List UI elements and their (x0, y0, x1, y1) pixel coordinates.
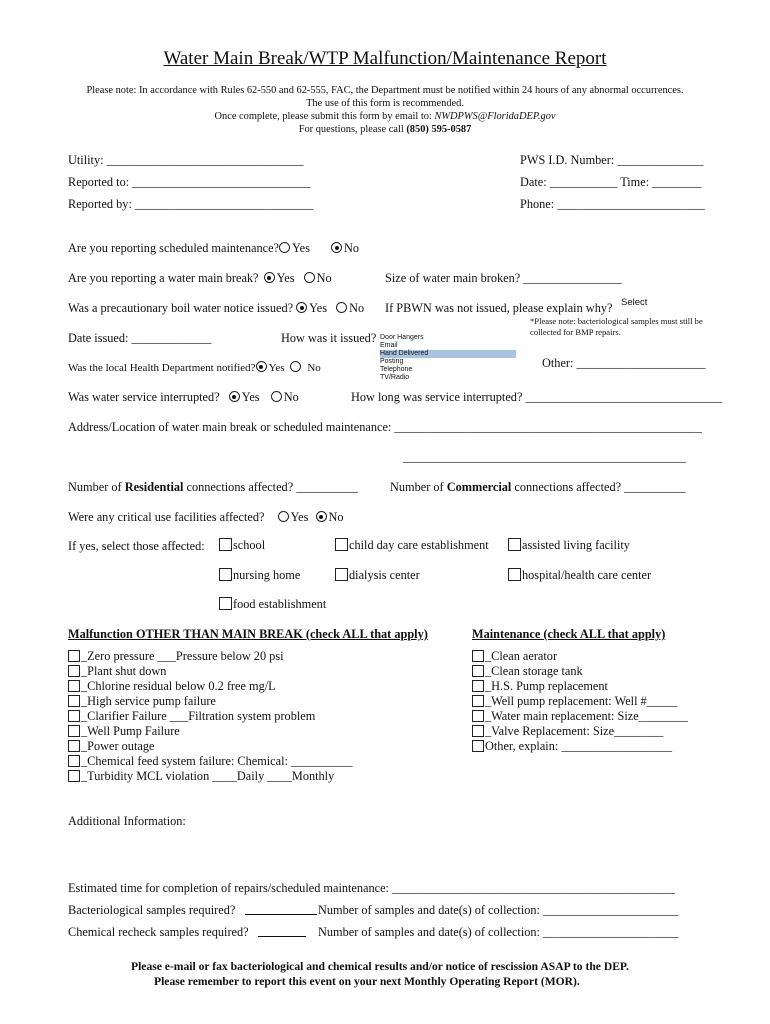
date-time-field[interactable]: Date: ___________ Time: ________ (520, 175, 702, 189)
maintenance-item[interactable]: _Clean storage tank (472, 664, 688, 679)
food-establishment-label: food establishment (233, 597, 327, 611)
hospital-checkbox[interactable] (508, 568, 521, 581)
child-day-care-checkbox[interactable] (335, 538, 348, 551)
how-issued-label: How was it issued? (281, 331, 377, 345)
notice-phone-prefix: For questions, please call (298, 124, 407, 135)
child-day-care-option[interactable] (335, 538, 489, 553)
maintenance-label: Well pump replacement: Well #_____ (491, 694, 678, 708)
maintenance-item[interactable] (472, 739, 688, 754)
malfunction-checkbox[interactable] (68, 665, 80, 677)
malfunction-label: Clarifier Failure ___Filtration system problem (87, 709, 316, 723)
issue-method-option[interactable]: Posting (380, 358, 404, 365)
malfunction-checkbox[interactable] (68, 755, 80, 767)
question-label: Was water service interrupted? (68, 390, 220, 404)
maintenance-label: Clean storage tank (491, 664, 583, 678)
reported-to-field[interactable]: Reported to: _____________________________ (68, 175, 311, 189)
service-yes-radio[interactable] (229, 391, 240, 402)
question-label: Was the local Health Department notified? (68, 362, 256, 374)
assisted-living-option[interactable] (508, 538, 630, 553)
pws-id-field[interactable]: PWS I.D. Number: ______________ (520, 153, 704, 167)
malfunction-heading: Malfunction OTHER THAN MAIN BREAK (check ALL that apply) (68, 627, 428, 641)
footer-line-1: Please e-mail or fax bacteriological and chemical results and/or notice of rescission ASAP to the DEP. (131, 960, 629, 973)
critical-yes-radio[interactable] (278, 511, 289, 522)
critical-facilities-question (68, 510, 344, 525)
bact-required-label: Bacteriological samples required? (68, 903, 236, 917)
malfunction-checkbox[interactable] (68, 710, 80, 722)
dialysis-checkbox[interactable] (335, 568, 348, 581)
critical-no-radio[interactable] (316, 511, 327, 522)
malfunction-label: Chlorine residual below 0.2 free mg/L (87, 679, 276, 693)
maintenance-checkbox[interactable] (472, 710, 484, 722)
maintenance-checkbox[interactable] (472, 650, 484, 662)
malfunction-item[interactable]: _Chemical feed system failure: Chemical: __________ (68, 754, 353, 769)
dialysis-option[interactable] (335, 568, 420, 583)
issue-method-option[interactable]: Door Hangers (380, 334, 424, 341)
boil-notice-question (68, 301, 364, 316)
malfunction-label: Power outage (87, 739, 155, 753)
main-break-yes-radio[interactable] (264, 272, 275, 283)
main-break-question (68, 271, 332, 286)
food-establishment-option[interactable] (219, 597, 326, 612)
nursing-home-checkbox[interactable] (219, 568, 232, 581)
malfunction-checkbox[interactable] (68, 695, 80, 707)
boil-notice-no-radio[interactable] (336, 302, 347, 313)
bact-required-field[interactable] (245, 903, 317, 915)
estimated-time-field[interactable]: Estimated time for completion of repairs/scheduled maintenance: ______________________________________________ (68, 881, 675, 895)
maintenance-label: H.S. Pump replacement (491, 679, 608, 693)
malfunction-item[interactable]: _Power outage (68, 739, 353, 754)
issue-method-option[interactable]: Email (380, 342, 398, 349)
malfunction-checkbox[interactable] (68, 680, 80, 692)
issue-method-listbox[interactable] (380, 334, 516, 382)
child-day-care-label: child day care establishment (349, 538, 489, 552)
option-no-label: No (283, 390, 299, 404)
option-yes-label: Yes (290, 510, 309, 524)
issue-method-option-selected[interactable]: Hand Delivered (380, 350, 516, 358)
malfunction-label: High service pump failure (87, 694, 216, 708)
nursing-home-label: nursing home (233, 568, 301, 582)
option-yes-label: Yes (309, 301, 328, 315)
maintenance-item[interactable]: _Valve Replacement: Size________ (472, 724, 688, 739)
notice-line-2: The use of this form is recommended. (306, 98, 464, 109)
chem-samples-field[interactable]: Number of samples and date(s) of collection: ______________________ (318, 925, 679, 939)
health-dept-yes-radio[interactable] (256, 361, 267, 372)
if-yes-label: If yes, select those affected: (68, 539, 205, 553)
maintenance-heading: Maintenance (check ALL that apply) (472, 627, 666, 641)
maintenance-item[interactable]: _Clean aerator (472, 649, 688, 664)
main-size-field[interactable]: Size of water main broken? ________________ (385, 271, 622, 285)
date-issued-field[interactable]: Date issued: _____________ (68, 331, 212, 345)
maintenance-item[interactable]: _Water main replacement: Size________ (472, 709, 688, 724)
assisted-living-label: assisted living facility (522, 538, 630, 552)
nursing-home-option[interactable] (219, 568, 300, 583)
malfunction-label: Turbidity MCL violation ____Daily ____Monthly (87, 769, 335, 783)
additional-info-label: Additional Information: (68, 814, 186, 828)
maintenance-checkbox[interactable] (472, 740, 484, 752)
commercial-prefix: Number of (390, 480, 447, 494)
notice-phone: (850) 595-0587 (406, 124, 472, 135)
pbwn-explain-label: If PBWN was not issued, please explain why? (385, 301, 613, 315)
malfunction-label: Chemical feed system failure: Chemical: __________ (87, 754, 353, 768)
maintenance-label: Valve Replacement: Size________ (491, 724, 664, 738)
chem-required-field[interactable] (258, 925, 306, 937)
phone-field[interactable]: Phone: ________________________ (520, 197, 705, 211)
utility-field[interactable]: Utility: ________________________________ (68, 153, 304, 167)
food-establishment-checkbox[interactable] (219, 597, 232, 610)
form-title: Water Main Break/WTP Malfunction/Maintenance Report (163, 48, 607, 69)
issue-method-option[interactable]: TV/Radio (380, 374, 410, 381)
residential-connections-field[interactable] (68, 480, 358, 495)
school-option[interactable] (219, 538, 265, 553)
maintenance-item[interactable]: _Well pump replacement: Well #_____ (472, 694, 688, 709)
dialysis-label: dialysis center (349, 568, 420, 582)
bmp-note-line-2: collected for BMP repairs. (530, 327, 621, 337)
notice-line-3 (0, 110, 770, 124)
question-label: Were any critical use facilities affected? (68, 510, 265, 524)
residential-prefix: Number of (68, 480, 125, 494)
maintenance-checkbox[interactable] (472, 680, 484, 692)
service-no-radio[interactable] (271, 391, 282, 402)
maintenance-label: Water main replacement: Size________ (491, 709, 688, 723)
commercial-label: Commercial (446, 480, 512, 494)
other-method-field[interactable]: Other: _____________________ (542, 356, 706, 370)
maintenance-checkbox[interactable] (472, 725, 484, 737)
malfunction-item[interactable]: _Chlorine residual below 0.2 free mg/L (68, 679, 353, 694)
scheduled-yes-radio[interactable] (279, 242, 290, 253)
option-no-label: No (307, 362, 321, 374)
additional-info-field[interactable] (200, 800, 720, 860)
question-label: Was a precautionary boil water notice issued? (68, 301, 294, 315)
commercial-connections-field[interactable] (390, 480, 686, 495)
option-no-label: No (344, 241, 360, 255)
malfunction-checkbox[interactable] (68, 725, 80, 737)
hospital-label: hospital/health care center (522, 568, 652, 582)
address-field[interactable]: Address/Location of water main break or scheduled maintenance: __________________________________________________ (68, 420, 702, 434)
option-yes-label: Yes (241, 390, 260, 404)
option-yes-label: Yes (268, 362, 285, 374)
hospital-option[interactable] (508, 568, 651, 583)
malfunction-label: Zero pressure ___Pressure below 20 psi (87, 649, 284, 663)
maintenance-list (472, 649, 688, 754)
option-yes-label: Yes (276, 271, 295, 285)
notice-line-1: Please note: In accordance with Rules 62-550 and 62-555, FAC, the Department must be notified within 24 hours of any abnormal occurrences. (86, 85, 684, 96)
reported-by-field[interactable]: Reported by: _____________________________ (68, 197, 314, 211)
residential-label: Residential (124, 480, 184, 494)
malfunction-item[interactable]: _Zero pressure ___Pressure below 20 psi (68, 649, 353, 664)
school-label: school (233, 538, 266, 552)
service-interrupted-question (68, 390, 299, 405)
assisted-living-checkbox[interactable] (508, 538, 521, 551)
maintenance-checkbox[interactable] (472, 665, 484, 677)
notice-email-link[interactable]: NWDPWS@FloridaDEP.gov (434, 111, 556, 122)
residential-suffix: connections affected? __________ (183, 480, 358, 494)
boil-notice-yes-radio[interactable] (296, 302, 307, 313)
malfunction-checkbox[interactable] (68, 650, 80, 662)
maintenance-checkbox[interactable] (472, 695, 484, 707)
option-no-label: No (349, 301, 365, 315)
maintenance-label: Clean aerator (491, 649, 558, 663)
footer-line-2: Please remember to report this event on your next Monthly Operating Report (MOR). (154, 975, 580, 988)
question-label: Are you reporting a water main break? (68, 271, 259, 285)
malfunction-item[interactable]: _High service pump failure (68, 694, 353, 709)
option-no-label: No (316, 271, 332, 285)
malfunction-list (68, 649, 353, 784)
commercial-suffix: connections affected? __________ (511, 480, 686, 494)
malfunction-label: Plant shut down (87, 664, 167, 678)
school-checkbox[interactable] (219, 538, 232, 551)
malfunction-checkbox[interactable] (68, 740, 80, 752)
option-no-label: No (328, 510, 344, 524)
pbwn-explain-select[interactable]: Select (621, 297, 648, 308)
scheduled-no-radio[interactable] (331, 242, 342, 253)
health-dept-no-radio[interactable] (290, 361, 301, 372)
health-dept-question (68, 361, 321, 374)
malfunction-item[interactable]: _Well Pump Failure (68, 724, 353, 739)
maintenance-item[interactable]: _H.S. Pump replacement (472, 679, 688, 694)
bact-samples-field[interactable]: Number of samples and date(s) of collection: ______________________ (318, 903, 679, 917)
malfunction-item[interactable]: _Clarifier Failure ___Filtration system problem (68, 709, 353, 724)
malfunction-checkbox[interactable] (68, 770, 80, 782)
chem-required-label: Chemical recheck samples required? (68, 925, 249, 939)
malfunction-item[interactable]: _Turbidity MCL violation ____Daily ____Monthly (68, 769, 353, 784)
main-break-no-radio[interactable] (304, 272, 315, 283)
bmp-note-line-1: *Please note: bacteriological samples must still be (530, 316, 703, 326)
notice-line-4 (0, 123, 770, 137)
issue-method-option[interactable]: Telephone (380, 366, 413, 373)
option-yes-label: Yes (292, 241, 310, 255)
question-label: Are you reporting scheduled maintenance? (68, 241, 280, 255)
maintenance-label: Other, explain: __________________ (485, 739, 673, 753)
notice-email-prefix: Once complete, please submit this form by email to: (214, 111, 435, 122)
malfunction-label: Well Pump Failure (87, 724, 180, 738)
scheduled-maintenance-question (68, 241, 359, 256)
malfunction-item[interactable]: _Plant shut down (68, 664, 353, 679)
interruption-duration-field[interactable]: How long was service interrupted? ________________________________ (351, 390, 723, 404)
address-line-2-field[interactable]: ______________________________________________ (403, 450, 686, 464)
